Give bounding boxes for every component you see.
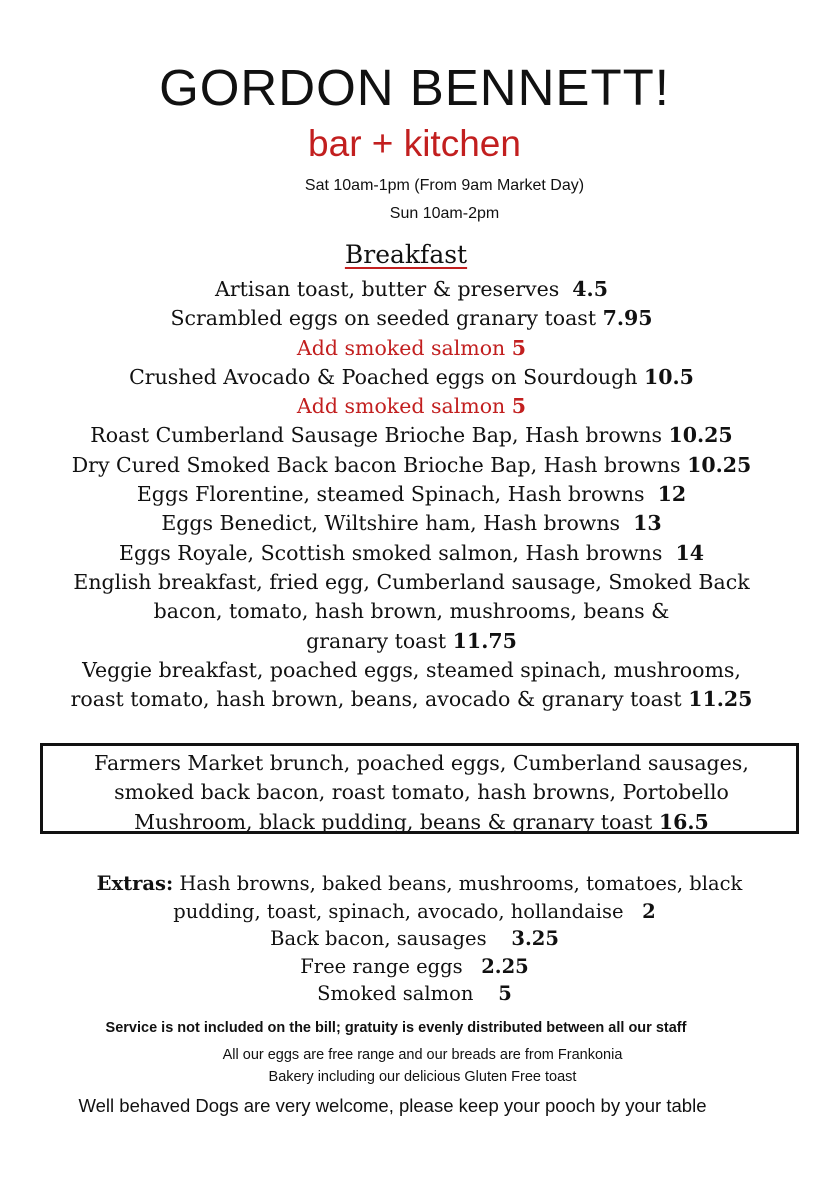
extras-label: Extras:	[96, 872, 174, 895]
menu-item: Eggs Royale, Scottish smoked salmon, Hash browns 14	[119, 540, 704, 565]
menu-item: Artisan toast, butter & preserves 4.5	[215, 277, 608, 301]
service-note: Service is not included on the bill; gratuity is evenly distributed between all our staff	[105, 1020, 687, 1036]
eggs-note: All our eggs are free range and our breads are from Frankonia Bakery including our delicious Gluten Free toast	[222, 1047, 623, 1085]
dogs-note: Well behaved Dogs are very welcome, please keep your pooch by your table	[78, 1095, 707, 1116]
menu-item-price: 5	[511, 335, 527, 360]
menu-item: Veggie breakfast, poached eggs, steamed spinach, mushrooms, roast tomato, hash brown, beans, avocado & granary toast 11.25	[70, 657, 753, 712]
menu-item: Roast Cumberland Sausage Brioche Bap, Hash browns 10.25	[90, 423, 733, 448]
menu-item-price: 7.95	[602, 306, 653, 331]
menu-item: Eggs Benedict, Wiltshire ham, Hash browns 13	[161, 511, 662, 536]
restaurant-subtitle: bar + kitchen	[308, 123, 521, 164]
menu-item-price: 10.25	[687, 452, 752, 477]
brunch-price: 16.5	[658, 809, 709, 834]
menu-item-price: 13	[633, 511, 662, 536]
menu-add-on: Add smoked salmon 5	[296, 335, 527, 360]
breakfast-menu	[0, 275, 826, 714]
hours-sunday: Sun 10am-2pm	[389, 205, 500, 222]
menu-item: Eggs Florentine, steamed Spinach, Hash browns 12	[136, 482, 687, 507]
extras-section: Extras: Hash browns, baked beans, mushrooms, tomatoes, black pudding, toast, spinach, avocado, hollandaise 2 Back bacon, sausages 3.25 Free range eggs 2.25 Smoked salmon 5	[0, 870, 829, 1008]
extras-item: Free range eggs 2.25	[300, 954, 529, 978]
menu-item-price: 4.5	[572, 277, 608, 301]
menu-item: Crushed Avocado & Poached eggs on Sourdough 10.5	[129, 364, 694, 389]
menu-item-price: 11.25	[688, 687, 753, 712]
menu-item: Dry Cured Smoked Back bacon Brioche Bap, Hash browns 10.25	[71, 452, 752, 477]
menu-item: Scrambled eggs on seeded granary toast 7.95	[170, 306, 653, 331]
menu-item-price: 14	[675, 540, 704, 565]
brunch-special: Farmers Market brunch, poached eggs, Cumberland sausages, smoked back bacon, roast tomato, hash browns, Portobello Mushroom, black pudding, beans & granary toast 16.5	[94, 751, 749, 834]
menu-item-price: 12	[657, 482, 687, 507]
extras-item: Back bacon, sausages 3.25	[270, 927, 559, 950]
menu-item-price: 11.75	[452, 628, 517, 653]
opening-hours	[30, 172, 829, 228]
breakfast-heading: Breakfast	[344, 240, 468, 269]
extras-price: 2	[642, 899, 656, 923]
menu-item-price: 5	[511, 394, 527, 419]
menu-item-price: 10.5	[643, 364, 694, 389]
menu-item: English breakfast, fried egg, Cumberland sausage, Smoked Back bacon, tomato, hash brown, mushrooms, beans & granary toast 11.75	[73, 569, 750, 653]
menu-item-price: 10.25	[668, 423, 733, 448]
restaurant-title: GORDON BENNETT!	[159, 59, 670, 116]
extras-item: Smoked salmon 5	[317, 982, 512, 1005]
hours-saturday: Sat 10am-1pm (From 9am Market Day)	[304, 177, 585, 194]
menu-add-on: Add smoked salmon 5	[296, 394, 527, 419]
